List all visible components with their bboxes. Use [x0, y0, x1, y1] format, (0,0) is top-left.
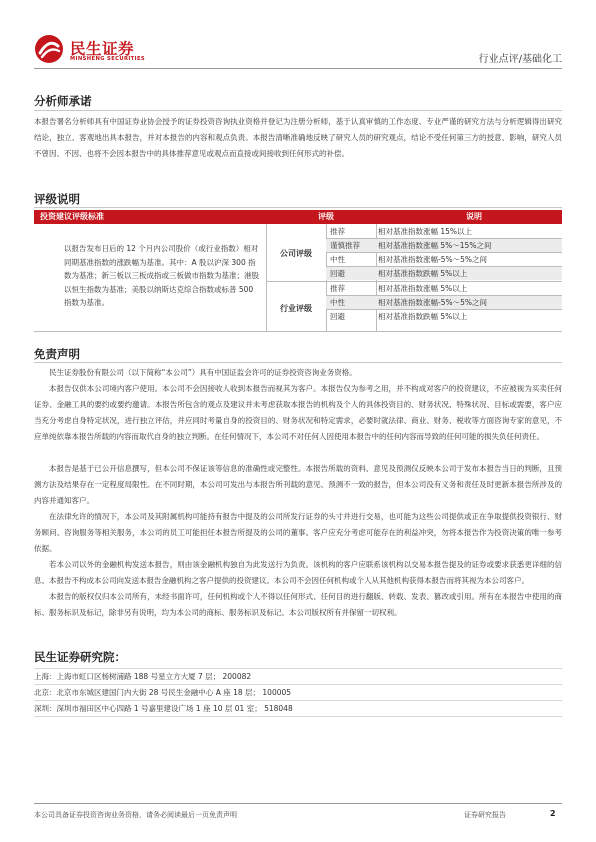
grade-cell: 谨慎推荐	[330, 241, 360, 250]
institute-title: 民生证券研究院：	[34, 650, 126, 664]
header-standard: 投资建议评级标准	[34, 210, 266, 224]
desc-cell: 相对基准指数跌幅 5%以上	[378, 269, 468, 278]
desc-cell: 相对基准指数涨幅-5%～5%之间	[378, 298, 488, 307]
grade-cell: 回避	[330, 312, 345, 321]
table-row	[326, 282, 562, 295]
section-divider	[34, 110, 562, 111]
footer-doc-type: 证券研究报告	[464, 811, 506, 819]
grade-cell: 中性	[330, 298, 345, 307]
address-beijing: 北京：北京市东城区建国门内大街 28 号民生金融中心 A 座 18 层； 100005	[34, 688, 292, 697]
table-row	[326, 253, 562, 266]
rating-table	[34, 210, 562, 332]
page-number: 2	[550, 809, 556, 818]
logo-text: 民生证券	[70, 40, 135, 58]
section-divider	[34, 207, 562, 208]
disclaimer-paragraph: 本报告的版权仅归本公司所有，未经书面许可，任何机构或个人不得以任何形式、任何目的进行翻版、转载、发表、篡改或引用。所有在本报告中使用的商标、服务标识及标记，除非另有说明，均为本公司的商标、服务标识及标记。本公司版权所有并保留一切权利。	[34, 592, 562, 617]
disclaimer-paragraph: 本报告是基于已公开信息撰写，但本公司不保证该等信息的准确性或完整性。本报告所载的资料、意见及预测仅反映本公司于发布本报告当日的判断，且预测方法及结果存在一定程度局限性。在不同时期，本公司可发出与本报告所刊载的意见、预测不一致的报告，但本公司没有义务和责任及时更新本报告所涉及的内容并通知客户。	[34, 464, 562, 505]
table-row	[326, 296, 562, 309]
minsheng-logo-icon	[34, 34, 64, 64]
cell-divider	[266, 224, 267, 332]
rating-standard-text: 以报告发布日后的 12 个月内公司股价（或行业指数）相对同期基准指数的涨跌幅为基准。其中：A 股以沪深 300 指数为基准；新三板以三板成指或三板做市指数为基准；港股以恒生指数为基准；美股以纳斯达克综合指数或标普 500 指数为基准。	[64, 244, 259, 307]
address-divider	[34, 716, 562, 717]
disclaimer-paragraph: 在法律允许的情况下，本公司及其附属机构可能持有报告中提及的公司所发行证券的头寸并进行交易，也可能为这些公司提供或正在争取提供投资银行、财务顾问、咨询服务等相关服务，本公司的员工可能担任本报告所提及的公司的董事。客户应充分考虑可能存在的利益冲突，勿将本报告作为投资决策的唯一参考依据。	[34, 512, 562, 553]
desc-cell: 相对基准指数涨幅-5%～5%之间	[378, 255, 488, 264]
rating-title: 评级说明	[34, 192, 80, 206]
table-row	[326, 225, 562, 238]
disclaimer-paragraph: 本报告仅供本公司境内客户使用。本公司不会因接收人收到本报告而视其为客户。本报告仅为参考之用，并不构成对客户的投资建议，不应被视为买卖任何证券、金融工具的要约或要约邀请。本报告所包含的观点及建议并未考虑获取本报告的机构及个人的具体投资目的、财务状况、特殊状况、目标或需要，客户应当充分考虑自身特定状况，进行独立评估，并应同时考量自身的投资目的、财务状况和特定需求，必要时就法律、商业、财务、税收等方面咨询专家的意见，不应单纯依靠本报告所载的内容而取代自身的独立判断。在任何情况下，本公司不对任何人因使用本报告中的任何内容而导致的任何可能的损失负任何责任。	[34, 384, 562, 441]
grade-cell: 回避	[330, 269, 345, 278]
disclaimer-paragraph: 若本公司以外的金融机构发送本报告，则由该金融机构独自为此发送行为负责。该机构的客户应联系该机构以交易本报告提及的证券或要求获悉更详细的信息。本报告不构成本公司向发送本报告金融机构之客户提供的投资建议。本公司不会因任何机构或个人从其他机构获得本报告而将其视为本公司客户。	[34, 560, 562, 585]
address-divider	[34, 668, 562, 669]
footer-notice: 本公司具备证券投资咨询业务资格，请务必阅读最后一页免责声明	[34, 811, 237, 819]
table-row	[326, 239, 562, 252]
grade-cell: 推荐	[330, 284, 345, 293]
analyst-commitment-text: 本报告署名分析师具有中国证券业协会授予的证券投资咨询执业资格并登记为注册分析师，基于认真审慎的工作态度、专业严谨的研究方法与分析逻辑得出研究结论，独立、客观地出具本报告，并对本报告的内容和观点负责。本报告清晰准确地反映了研究人员的研究观点，结论不受任何第三方的授意、影响，研究人员不曾因、不因、也将不会因本报告中的具体推荐意见或观点而直接或间接收到任何形式的补偿。	[34, 117, 562, 158]
address-shanghai: 上海：上海市虹口区杨树浦路 188 号星立方大厦 7 层； 200082	[34, 672, 252, 681]
company-rating-label: 公司评级	[280, 249, 312, 258]
header-grade: 评级	[266, 210, 386, 224]
desc-cell: 相对基准指数跌幅 5%以上	[378, 312, 468, 321]
desc-cell: 相对基准指数涨幅 5%以上	[378, 284, 468, 293]
industry-rating-label: 行业评级	[280, 304, 312, 313]
disclaimer-paragraph: 民生证券股份有限公司（以下简称“本公司”）具有中国证监会许可的证券投资咨询业务资格。	[49, 368, 357, 377]
page-header	[34, 34, 562, 64]
table-row	[326, 267, 562, 280]
analyst-commitment-title: 分析师承诺	[34, 94, 92, 108]
address-divider	[34, 700, 562, 701]
disclaimer-title: 免责声明	[34, 347, 80, 361]
address-divider	[34, 684, 562, 685]
footer-divider	[34, 803, 562, 804]
table-bottom-border	[34, 331, 562, 332]
grade-cell: 中性	[330, 255, 345, 264]
report-category: 行业点评/基础化工	[478, 54, 562, 65]
grade-cell: 推荐	[330, 227, 345, 236]
desc-cell: 相对基准指数涨幅 5%～15%之间	[378, 241, 492, 250]
logo-subtext: MINSHENG SECURITIES	[70, 56, 146, 62]
address-shenzhen: 深圳：深圳市福田区中心四路 1 号嘉里建设广场 1 座 10 层 01 室； 518048	[34, 704, 293, 713]
header-description: 说明	[386, 210, 562, 224]
table-row	[326, 310, 562, 323]
header-divider	[34, 68, 562, 69]
desc-cell: 相对基准指数涨幅 15%以上	[378, 227, 473, 236]
section-divider	[34, 362, 562, 363]
